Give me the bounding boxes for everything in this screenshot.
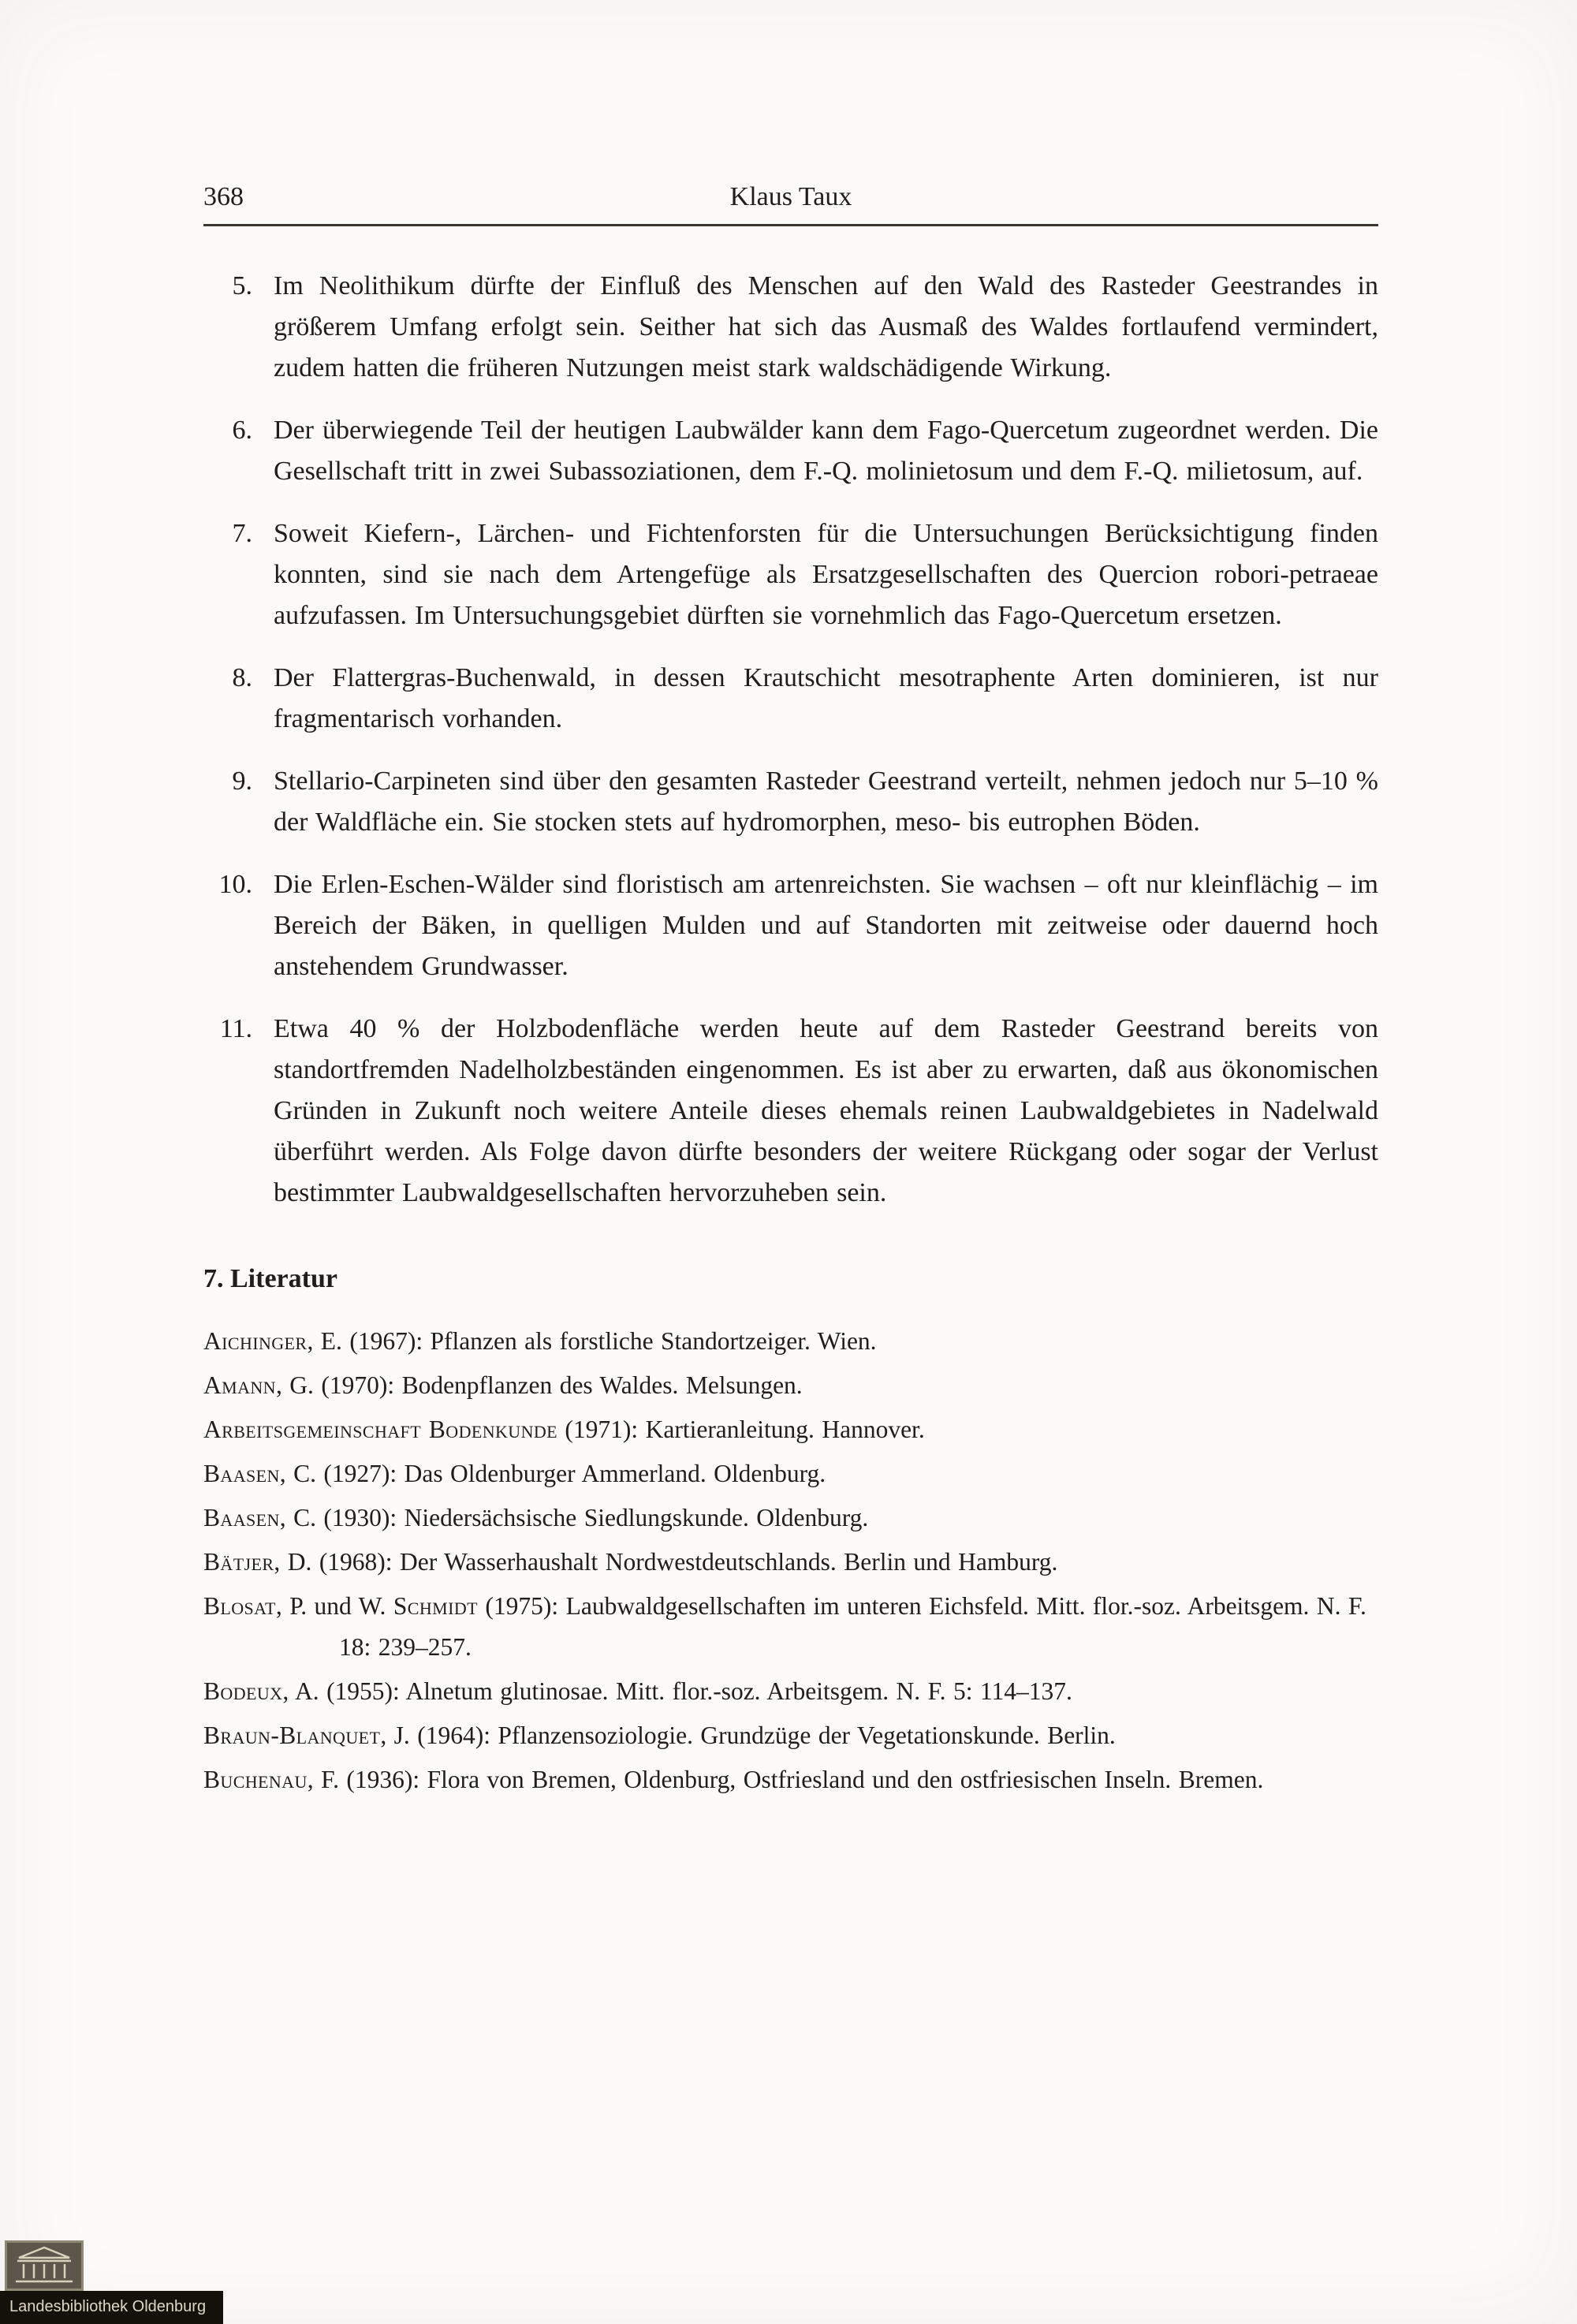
conclusion-item bbox=[203, 864, 1378, 987]
item-number: 9. bbox=[232, 767, 252, 796]
item-text: Die Erlen-Eschen-Wälder sind floristisch am artenreichsten. Sie wachsen – oft nur kleinflächig – im Bereich der Bäken, in quelligen Mulden und auf Standorten mit zeitweise oder dauernd hoch anstehendem Grundwasser. bbox=[274, 870, 1378, 981]
literature-heading: 7. Literatur bbox=[203, 1264, 337, 1293]
author-name: Bodeux bbox=[203, 1677, 283, 1705]
reference-entry bbox=[203, 1365, 1378, 1406]
item-number: 11. bbox=[219, 1014, 252, 1043]
reference-entry bbox=[203, 1542, 1378, 1583]
reference-text: , C. (1930): Niedersächsische Siedlungskunde. Oldenburg. bbox=[279, 1504, 869, 1531]
conclusion-item bbox=[203, 761, 1378, 843]
page-number: 368 bbox=[203, 182, 244, 211]
item-text: Der Flattergras-Buchenwald, in dessen Krautschicht mesotraphente Arten dominieren, ist nur fragmentarisch vorhanden. bbox=[274, 663, 1378, 733]
reference-text: (1971): Kartieranleitung. Hannover. bbox=[557, 1416, 925, 1443]
conclusion-item bbox=[203, 658, 1378, 740]
conclusions-list bbox=[203, 266, 1378, 1214]
conclusion-item bbox=[203, 1009, 1378, 1214]
author-name: Baasen bbox=[203, 1504, 280, 1531]
item-text: Etwa 40 % der Holzbodenfläche werden heute auf dem Rasteder Geestrand bereits von standortfremden Nadelholzbeständen eingenommen. Es ist aber zu erwarten, daß aus ökonomischen Gründen in Zukunft noch weitere Anteile dieses ehemals reinen Laubwaldgebietes in Nadelwald überführt werden. Als Folge davon dürfte besonders der weitere Rückgang oder sogar der Verlust bestimmter Laubwaldgesellschaften hervorzuheben sein. bbox=[274, 1014, 1378, 1207]
reference-text: , E. (1967): Pflanzen als forstliche Standortzeiger. Wien. bbox=[307, 1327, 877, 1355]
library-stamp-label: Landesbibliothek Oldenburg bbox=[0, 2291, 223, 2324]
running-title: Klaus Taux bbox=[729, 182, 852, 211]
reference-entry bbox=[203, 1453, 1378, 1494]
item-number: 6. bbox=[232, 416, 252, 445]
author-name: Baasen bbox=[203, 1460, 280, 1487]
item-number: 7. bbox=[232, 519, 252, 548]
conclusion-item bbox=[203, 513, 1378, 636]
reference-entry bbox=[203, 1671, 1378, 1712]
reference-text: , P. und W. bbox=[275, 1592, 393, 1620]
page-header bbox=[203, 180, 1378, 214]
author-name: Blosat bbox=[203, 1592, 276, 1620]
reference-entry bbox=[203, 1409, 1378, 1450]
item-text: Soweit Kiefern-, Lärchen- und Fichtenforsten für die Untersuchungen Berücksichtigung finden konnten, sind sie nach dem Artengefüge als Ersatzgesellschaften des Quercion robori-petraeae aufzufassen. Im Untersuchungsgebiet dürften sie vornehmlich das Fago-Quercetum ersetzen. bbox=[274, 519, 1378, 630]
header-rule bbox=[203, 224, 1378, 226]
author-name: Buchenau bbox=[203, 1766, 308, 1793]
reference-text: , J. (1964): Pflanzensoziologie. Grundzüge der Vegetationskunde. Berlin. bbox=[380, 1722, 1116, 1749]
reference-entry bbox=[203, 1715, 1378, 1756]
reference-entry bbox=[203, 1498, 1378, 1539]
reference-entry bbox=[203, 1321, 1378, 1362]
item-number: 10. bbox=[218, 870, 252, 899]
author-name: Bätjer bbox=[203, 1548, 274, 1576]
author-name: Braun-Blanquet bbox=[203, 1722, 381, 1749]
item-text: Stellario-Carpineten sind über den gesamten Rasteder Geestrand verteilt, nehmen jedoch nur 5–10 % der Waldfläche ein. Sie stocken stets auf hydromorphen, meso- bis eutrophen Böden. bbox=[274, 767, 1378, 837]
reference-text: (1975): Laubwaldgesellschaften im unteren Eichsfeld. Mitt. flor.-soz. Arbeitsgem. N. F. 18: 239–257. bbox=[339, 1592, 1366, 1661]
item-text: Der überwiegende Teil der heutigen Laubwälder kann dem Fago-Quercetum zugeordnet werden. Die Gesellschaft tritt in zwei Subassoziationen, dem F.-Q. molinietosum und dem F.-Q. milietosum, auf. bbox=[274, 416, 1378, 486]
reference-text: , D. (1968): Der Wasserhaushalt Nordwestdeutschlands. Berlin und Hamburg. bbox=[274, 1548, 1058, 1576]
conclusion-item bbox=[203, 266, 1378, 389]
author-name: Schmidt bbox=[393, 1592, 478, 1620]
author-name: Aichinger bbox=[203, 1327, 308, 1355]
item-number: 5. bbox=[232, 271, 252, 300]
item-text: Im Neolithikum dürfte der Einfluß des Menschen auf den Wald des Rasteder Geestrandes in größerem Umfang erfolgt sein. Seither hat sich das Ausmaß des Waldes fortlaufend vermindert, zudem hatten die früheren Nutzungen meist stark waldschädigende Wirkung. bbox=[274, 271, 1378, 382]
reference-entry bbox=[203, 1759, 1378, 1800]
reference-text: , C. (1927): Das Oldenburger Ammerland. Oldenburg. bbox=[279, 1460, 826, 1487]
reference-list bbox=[203, 1321, 1378, 1800]
author-name: Arbeitsgemeinschaft Bodenkunde bbox=[203, 1416, 557, 1443]
library-stamp bbox=[0, 2240, 223, 2324]
reference-text: , A. (1955): Alnetum glutinosae. Mitt. flor.-soz. Arbeitsgem. N. F. 5: 114–137. bbox=[282, 1677, 1072, 1705]
reference-entry bbox=[203, 1586, 1378, 1668]
author-name: Amann bbox=[203, 1371, 276, 1399]
reference-text: , F. (1936): Flora von Bremen, Oldenburg, Ostfriesland und den ostfriesischen Inseln. Bremen. bbox=[307, 1766, 1264, 1793]
reference-text: , G. (1970): Bodenpflanzen des Waldes. Melsungen. bbox=[275, 1371, 803, 1399]
item-number: 8. bbox=[232, 663, 252, 692]
library-building-icon bbox=[5, 2240, 84, 2291]
conclusion-item bbox=[203, 410, 1378, 492]
